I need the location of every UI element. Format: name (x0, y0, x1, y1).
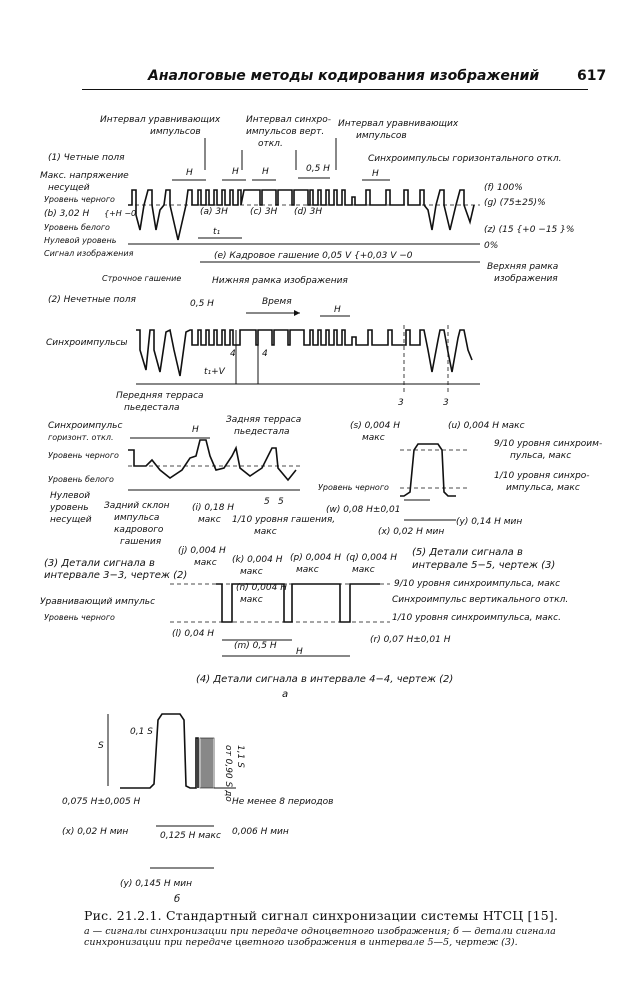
label-frame-blank: (e) Кадровое гашение 0,05 V {+0,03 V −0 (214, 251, 413, 261)
odd-field-waveform (136, 330, 472, 376)
label-y: (y) 0,145 H мин (120, 879, 192, 889)
label-sync910: 9/10 уровня синхроимпульса, макс (394, 579, 561, 589)
label-sync910b: пульса, макс (510, 451, 572, 461)
label-interval-sync: Интервал синхро- (246, 115, 332, 125)
label-back-porch-b: пьедестала (234, 427, 290, 437)
label-time: Время (262, 297, 292, 307)
label-sync110: 1/10 уровня синхро- (494, 471, 590, 481)
label-white-level: Уровень белого (44, 223, 110, 232)
label-interval-sync-c: откл. (258, 139, 283, 149)
label-r: (r) 0,07 H±0,01 H (370, 635, 451, 645)
label-interval-equal-2: Интервал уравнивающих (338, 119, 459, 129)
marker-4: 4 (262, 349, 268, 359)
label-zero-level: Нулевой уровень (44, 236, 117, 245)
label-black: Уровень черного (44, 613, 115, 622)
label-top-frame: Верхняя рамка (487, 262, 559, 272)
label-05h: 0,5 H (306, 164, 330, 174)
color-burst-diagram (62, 714, 333, 905)
label-zero-c: несущей (50, 515, 92, 525)
caption-detail4: (4) Детали сигнала в интервале 4−4, чертеж (2) (196, 674, 454, 685)
caption-detail5-b: интервале 5−5, чертеж (3) (412, 560, 556, 571)
label-x: (x) 0,02 H мин (378, 527, 445, 537)
label-q-max: макс (352, 565, 375, 575)
label-white: Уровень белого (48, 475, 114, 484)
burst-cycles (200, 738, 214, 788)
label-s: S (98, 741, 104, 751)
sub-a: а (282, 689, 289, 700)
even-fields-diagram (40, 115, 574, 286)
label-c3h: (c) 3H (250, 207, 278, 217)
label-image-signal: Сигнал изображения (44, 249, 134, 258)
label-k-max: макс (240, 567, 263, 577)
page-number: 617 (577, 68, 607, 84)
label-l: (l) 0,04 H (172, 629, 215, 639)
label-05h: 0,5 H (190, 299, 214, 309)
label-s01: 0,1 S (130, 727, 153, 737)
label-a3h: (a) 3H (200, 207, 228, 217)
label-blank-110: 1/10 уровня гашения, (232, 515, 336, 525)
label-s-max: макс (362, 433, 385, 443)
running-title: Аналоговые методы кодирования изображений (148, 68, 540, 84)
label-i-018: (i) 0,18 H (192, 503, 235, 513)
marker-5: 5 (264, 497, 270, 507)
label-black: Уровень черного (318, 483, 389, 492)
label-zero-b: уровень (50, 503, 89, 513)
label-sync910: 9/10 уровня синхроим- (494, 439, 603, 449)
label-vsync: Синхроимпульс вертикального откл. (392, 595, 569, 605)
label-s09: от 0,90 S до (223, 745, 233, 802)
label-even-fields: (1) Четные поля (48, 153, 125, 163)
label-bottom-frame: Нижняя рамка изображения (212, 276, 348, 286)
label-rear-slope-b: импульса (114, 513, 160, 523)
caption-sub: а — сигналы синхронизации при передаче одноцветного изображения; б — детали сигнала синхронизации при передаче цветного изображения в интервале 5—5, чертеж (3). (84, 926, 556, 948)
label-n-max: макс (240, 595, 263, 605)
label-hsync: Синхроимпульсы горизонтального откл. (368, 154, 562, 164)
label-max-voltage: Макс. напряжение (40, 171, 129, 181)
label-s09b: 1,1 S (235, 745, 245, 768)
label-h: H (186, 168, 193, 178)
label-m: (m) 0,5 H (234, 641, 277, 651)
label-t1: t₁ (213, 227, 221, 237)
marker-5: 5 (278, 497, 284, 507)
label-j-max: макс (194, 558, 217, 568)
label-g-75: (g) (75±25)% (484, 198, 546, 208)
label-q: (q) 0,004 H (346, 553, 397, 563)
sub-b: б (174, 894, 181, 905)
label-back-porch: Задняя терраса (226, 415, 302, 425)
label-h: H (192, 425, 199, 435)
label-odd-fields: (2) Нечетные поля (48, 295, 136, 305)
marker-3: 3 (398, 398, 404, 408)
label-z-15: (z) (15 {+0 −15 }% (484, 225, 575, 235)
label-p-max: макс (296, 565, 319, 575)
label-front-porch-b: пьедестала (124, 403, 180, 413)
label-n: (n) 0,004 H (236, 583, 287, 593)
label-carrier: несущей (48, 183, 90, 193)
label-k: (k) 0,004 H (232, 555, 283, 565)
detail3-waveform (128, 440, 296, 480)
marker-4: 4 (230, 349, 236, 359)
label-interval-equal-1: Интервал уравнивающих (100, 115, 221, 125)
label-interval-equal-2b: импульсов (356, 131, 407, 141)
arrow-head (294, 310, 300, 316)
label-blank-110b: макс (254, 527, 277, 537)
label-b-tol: {+H −0 (104, 209, 137, 218)
odd-fields-diagram (46, 295, 480, 408)
label-f-100: (f) 100% (484, 183, 523, 193)
label-hsync: Синхроимпульс (48, 421, 123, 431)
label-u: (u) 0,004 H макс (448, 421, 525, 431)
burst-waveform (120, 714, 198, 788)
label-j: (j) 0,004 H (178, 546, 226, 556)
label-zero-pct: 0% (484, 241, 499, 251)
marker-3: 3 (443, 398, 449, 408)
label-rear-slope-d: гашения (120, 537, 162, 547)
label-d3h: (d) 3H (294, 207, 323, 217)
figure-caption (84, 908, 584, 948)
caption-detail5: (5) Детали сигнала в (412, 547, 523, 558)
label-x: (x) 0,02 H мин (62, 827, 129, 837)
label-p: (p) 0,004 H (290, 553, 341, 563)
label-t1v: t₁+V (204, 367, 225, 377)
label-s: (s) 0,004 H (350, 421, 400, 431)
label-h0125: 0,125 H макс (160, 831, 221, 841)
caption-main: Рис. 21.2.1. Стандартный сигнал синхронизации системы НТСЦ [15]. (84, 908, 559, 923)
label-i-max: макс (198, 515, 221, 525)
label-hsync-b: горизонт. откл. (48, 433, 114, 442)
label-h: H (296, 647, 303, 657)
label-b-302: (b) 3,02 H (44, 209, 90, 219)
detail-5-5-diagram (318, 421, 602, 571)
label-black: Уровень черного (48, 451, 119, 460)
label-h: H (372, 169, 379, 179)
label-front-porch: Передняя терраса (116, 391, 204, 401)
label-periods: Не менее 8 периодов (232, 797, 334, 807)
label-h: H (262, 167, 269, 177)
label-h0006: 0,006 H мин (232, 827, 289, 837)
label-h0075: 0,075 H±0,005 H (62, 797, 141, 807)
label-zero: Нулевой (50, 491, 91, 501)
label-equal-pulse: Уравнивающий импульс (40, 597, 156, 607)
label-sync-pulses: Синхроимпульсы (46, 338, 128, 348)
label-top-frame-b: изображения (494, 274, 558, 284)
label-rear-slope: Задний склон (104, 501, 170, 511)
label-w: (w) 0,08 H±0,01 (326, 505, 401, 515)
label-h: H (232, 167, 239, 177)
caption-detail3: (3) Детали сигнала в (44, 558, 155, 569)
caption-detail3-b: интервале 3−3, чертеж (2) (44, 570, 188, 581)
label-interval-sync-b: импульсов верт. (246, 127, 325, 137)
label-interval-equal-1b: импульсов (150, 127, 201, 137)
label-rear-slope-c: кадрового (114, 525, 164, 535)
label-sync110b: импульса, макс (506, 483, 580, 493)
label-black-level: Уровень черного (44, 195, 115, 204)
label-h: H (334, 305, 341, 315)
label-y: (y) 0,14 H мин (456, 517, 523, 527)
label-line-blank: Строчное гашение (102, 274, 182, 283)
label-sync110: 1/10 уровня синхроимпульса, макс. (392, 613, 561, 623)
